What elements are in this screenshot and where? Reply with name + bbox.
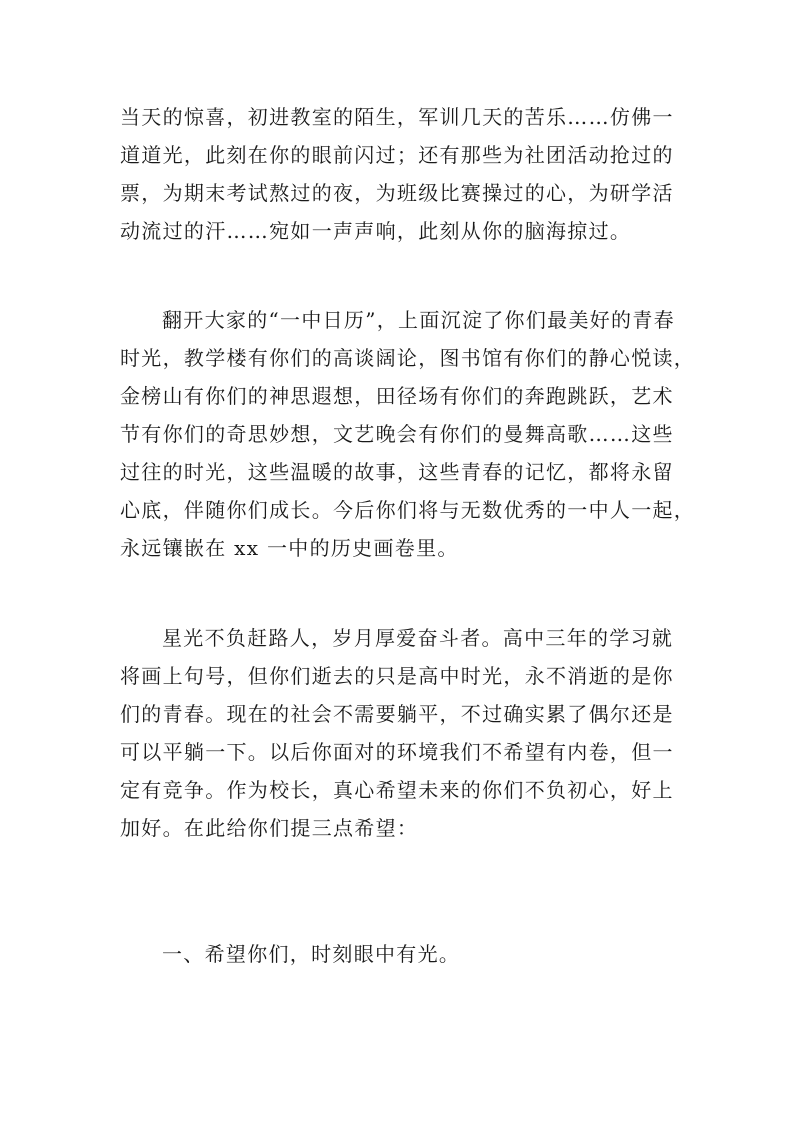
paragraph-line: 当天的惊喜，初进教室的陌生，军训几天的苦乐……仿佛一 bbox=[120, 105, 674, 129]
paragraph-line: 加好。在此给你们提三点希望： bbox=[120, 816, 419, 840]
paragraph-line: 可以平躺一下。以后你面对的环境我们不希望有内卷，但一 bbox=[120, 740, 674, 764]
paragraph-line: 定有竞争。作为校长，真心希望未来的你们不负初心，好上 bbox=[120, 778, 674, 802]
paragraph-hope-one bbox=[120, 935, 690, 973]
paragraph-line: 永远镶嵌在 xx 一中的历史画卷里。 bbox=[120, 536, 459, 560]
paragraph-line: 节有你们的奇思妙想，文艺晚会有你们的曼舞高歌……这些 bbox=[120, 422, 674, 446]
paragraph-line: 心底，伴随你们成长。今后你们将与无数优秀的一中人一起， bbox=[120, 498, 696, 522]
paragraph-line: 星光不负赶路人，岁月厚爱奋斗者。高中三年的学习就 bbox=[162, 626, 674, 650]
paragraph-calendar bbox=[120, 301, 696, 567]
paragraph-line: 过往的时光，这些温暖的故事，这些青春的记忆，都将永留 bbox=[120, 460, 674, 484]
paragraph-line: 道道光，此刻在你的眼前闪过；还有那些为社团活动抢过的 bbox=[120, 143, 674, 167]
paragraph-line: 翻开大家的“一中日历”，上面沉淀了你们最美好的青春 bbox=[162, 308, 675, 332]
paragraph-line: 一、希望你们，时刻眼中有光。 bbox=[162, 942, 461, 966]
paragraph-line: 动流过的汗……宛如一声声响，此刻从你的脑海掠过。 bbox=[120, 219, 632, 243]
paragraph-memories bbox=[120, 98, 690, 250]
paragraph-line: 们的青春。现在的社会不需要躺平，不过确实累了偶尔还是 bbox=[120, 702, 674, 726]
paragraph-line: 票，为期末考试熬过的夜，为班级比赛操过的心，为研学活 bbox=[120, 181, 674, 205]
paragraph-future bbox=[120, 619, 690, 847]
paragraph-line: 将画上句号，但你们逝去的只是高中时光，永不消逝的是你 bbox=[120, 664, 674, 688]
paragraph-line: 时光，教学楼有你们的高谈阔论，图书馆有你们的静心悦读， bbox=[120, 346, 696, 370]
paragraph-line: 金榜山有你们的神思遐想，田径场有你们的奔跑跳跃，艺术 bbox=[120, 384, 674, 408]
